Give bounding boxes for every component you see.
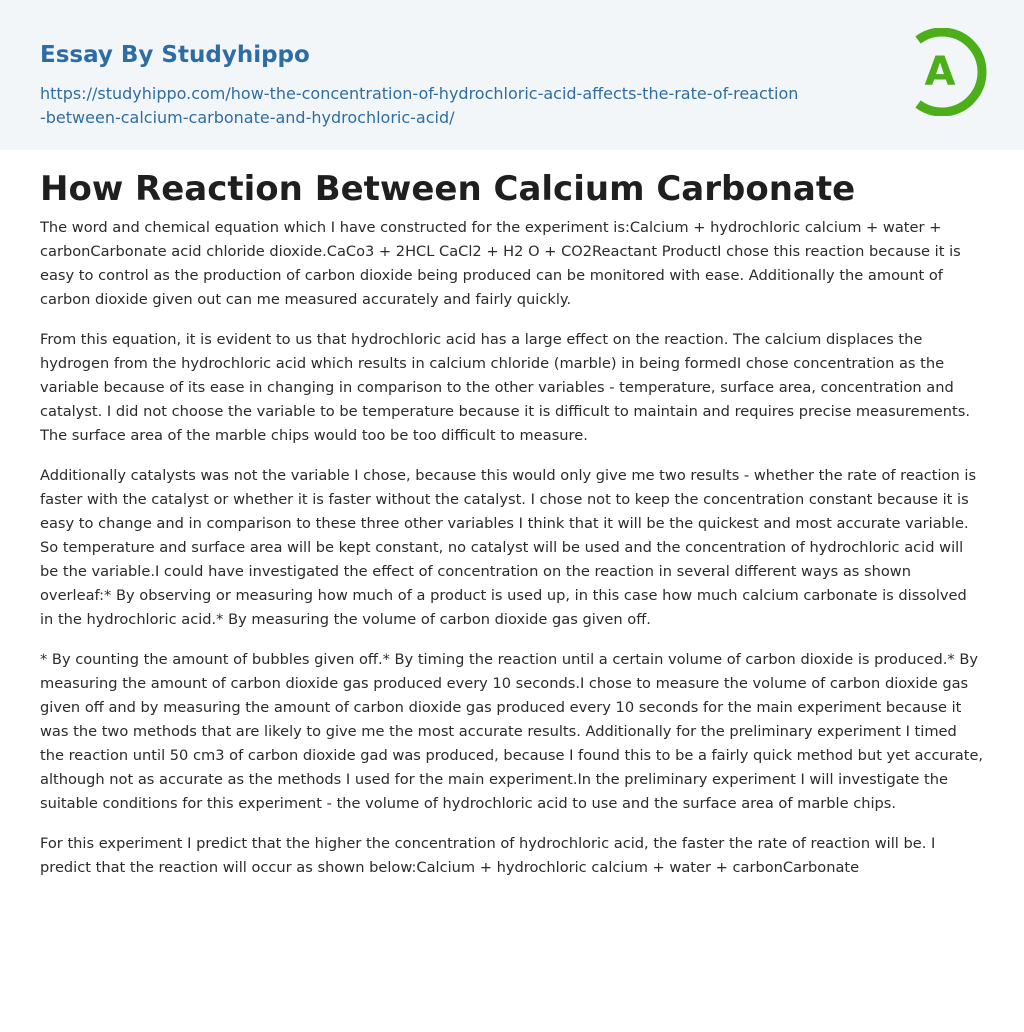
paragraph-5: For this experiment I predict that the higher the concentration of hydrochloric acid, the faster the rate of reaction will be. I predict that the reaction will occur as shown below:Calcium + hydrochloric calcium + water + carbonCarbonate (40, 835, 936, 876)
paragraph-1: The word and chemical equation which I have constructed for the experiment is:Calcium + hydrochloric calcium + water + carbonCarbonate acid chloride dioxide.CaCo3 + 2HCL CaCl2 + H2 O + CO2Reactant ProductI chose this reaction because it is easy to control as the production of carbon dioxide being produced can be monitored with ease. Additionally the amount of carbon dioxide given out can me measured accurately and fairly quickly. (40, 219, 961, 308)
logo-letter: A (924, 49, 956, 95)
paragraph-2: From this equation, it is evident to us that hydrochloric acid has a large effect on the reaction. The calcium displaces the hydrogen from the hydrochloric acid which results in calcium chloride (marble) in being formedI chose concentration as the variable because of its ease in changing in comparison to the other variables - temperature, surface area, concentration and catalyst. I did not choose the variable to be temperature because it is difficult to maintain and requires precise measurements. The surface area of the marble chips would too be too difficult to measure. (40, 331, 970, 444)
article-body (40, 216, 984, 896)
brand-title: Essay By Studyhippo (40, 42, 310, 68)
studyhippo-a-logo-icon[interactable] (910, 28, 988, 116)
page-title: How Reaction Between Calcium Carbonate (40, 169, 856, 209)
paragraph-3: Additionally catalysts was not the variable I chose, because this would only give me two results - whether the rate of reaction is faster with the catalyst or whether it is faster without the catalyst. I chose not to keep the concentration constant because it is easy to change and in comparison to these three other variables I think that it will be the quickest and most accurate variable. So temperature and surface area will be kept constant, no catalyst will be used and the concentration of hydrochloric acid will be the variable.I could have investigated the effect of concentration on the reaction in several different ways as shown overleaf:* By observing or measuring how much of a product is used up, in this case how much calcium carbonate is dissolved in the hydrochloric acid.* By measuring the volume of carbon dioxide gas given off. (40, 467, 977, 628)
source-url-link[interactable]: https://studyhippo.com/how-the-concentration-of-hydrochloric-acid-affects-the-rate-of-reaction-between-calcium-carbonate-and-hydrochloric-acid/ (40, 84, 799, 127)
paragraph-4: * By counting the amount of bubbles given off.* By timing the reaction until a certain volume of carbon dioxide is produced.* By measuring the amount of carbon dioxide gas produced every 10 seconds.I chose to measure the volume of carbon dioxide gas given off and by measuring the amount of carbon dioxide gas produced every 10 seconds for the main experiment because it was the two methods that are likely to give me the most accurate results. Additionally for the preliminary experiment I timed the reaction until 50 cm3 of carbon dioxide gad was produced, because I found this to be a fairly quick method but yet accurate, although not as accurate as the methods I used for the main experiment.In the preliminary experiment I will investigate the suitable conditions for this experiment - the volume of hydrochloric acid to use and the surface area of marble chips. (40, 651, 984, 812)
page-header (0, 0, 1024, 150)
